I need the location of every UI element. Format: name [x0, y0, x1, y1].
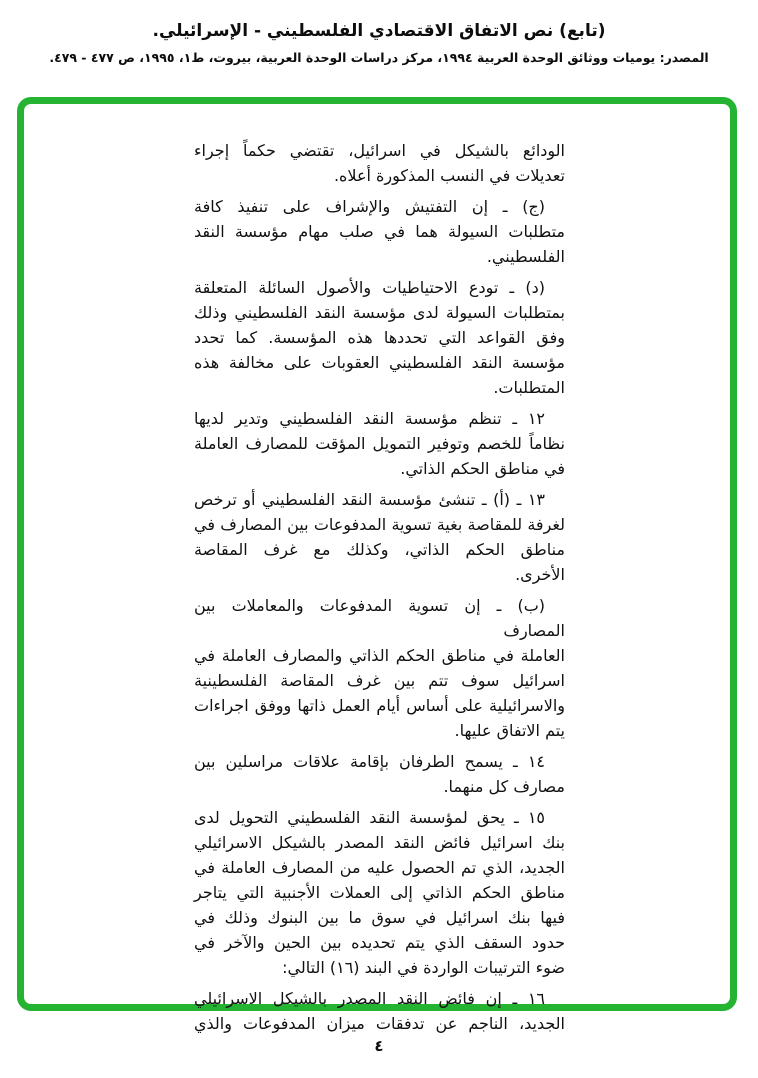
text-line: الفلسطيني.	[486, 247, 565, 266]
paragraph	[194, 593, 565, 743]
document-title: (تابع) نص الاتفاق الاقتصادي الفلسطيني - الإسرائيلي.	[152, 21, 606, 41]
text-line: في مناطق الحكم الذاتي.	[400, 459, 565, 478]
text-line: المتطلبات.	[493, 378, 565, 397]
page-number: ٤	[374, 1037, 384, 1055]
text-line: (ب) ـ إن تسوية المدفوعات والمعاملات بين المصارف	[194, 596, 565, 640]
text-line: لغرفة للمقاصة بغية تسوية المدفوعات بين المصارف في	[194, 515, 565, 534]
text-line: اسرائيل سوف تتم بين غرف المقاصة الفلسطينية	[194, 671, 565, 690]
text-line: والاسرائيلية على أساس أيام العمل ذاتها ووفق اجراءات	[194, 696, 565, 715]
text-line: الجديد، الناجم عن تدفقات ميزان المدفوعات والذي	[194, 1014, 565, 1033]
text-line: مناطق الحكم الذاتي إلى العملات الأجنبية التي يتاجر	[194, 883, 565, 902]
text-line: ١٦ ـ إن فائض النقد المصدر بالشيكل الاسرائيلي	[194, 989, 545, 1008]
green-border-frame	[17, 97, 737, 1033]
text-line: (د) ـ تودع الاحتياطيات والأصول السائلة المتعلقة	[194, 278, 545, 297]
paragraph	[194, 805, 565, 980]
text-line: بنك اسرائيل فائض النقد المصدر بالشيكل الاسرائيلي	[194, 833, 565, 852]
text-line: وفق القواعد التي تحددها هذه المؤسسة. كما تحدد	[194, 328, 565, 347]
text-line: الأخرى.	[515, 565, 565, 584]
source-citation-line: المصدر: يوميات ووثائق الوحدة العربية ١٩٩٤، مركز دراسات الوحدة العربية، بيروت، ط١، ١٩٩٥، ص ٤٧٧ - ٤٧٩.	[49, 50, 709, 65]
paragraph	[194, 487, 565, 587]
paragraph	[194, 406, 565, 481]
text-line: مؤسسة النقد الفلسطيني العقوبات على مخالفة هذه	[194, 353, 565, 372]
text-line: فيها بنك اسرائيل في سوق ما بين البنوك وذلك في	[194, 908, 565, 927]
text-line: ١٥ ـ يحق لمؤسسة النقد الفلسطيني التحويل لدى	[194, 808, 545, 827]
text-line: (ج) ـ إن التفتيش والإشراف على تنفيذ كافة	[194, 197, 545, 216]
document-body	[24, 104, 730, 1036]
text-line: ضوء الترتيبات الواردة في البند (١٦) التالي:	[282, 958, 565, 977]
paragraph	[194, 138, 565, 188]
text-line: العاملة في مناطق الحكم الذاتي والمصارف العاملة في	[194, 646, 565, 665]
paragraph	[194, 194, 565, 269]
paragraph	[194, 986, 565, 1036]
text-line: الجديد، الذي تم الحصول عليه من المصارف العاملة في	[194, 858, 565, 877]
text-line: حدود السقف الذي يتم تحديده بين الحين والآخر في	[194, 933, 565, 952]
text-line: ١٣ ـ (أ) ـ تنشئ مؤسسة النقد الفلسطيني أو ترخص	[194, 490, 545, 509]
text-line: ١٤ ـ يسمح الطرفان بإقامة علاقات مراسلين بين	[194, 752, 545, 771]
text-line: الودائع بالشيكل في اسرائيل، تقتضي حكماً إجراء	[194, 141, 565, 160]
text-line: تعديلات في النسب المذكورة أعلاه.	[333, 166, 565, 185]
text-line: ١٢ ـ تنظم مؤسسة النقد الفلسطيني وتدير لديها	[194, 409, 545, 428]
text-line: مناطق الحكم الذاتي، وكذلك مع غرف المقاصة	[194, 540, 565, 559]
text-line: نظاماً للخصم وتوفير التمويل المؤقت للمصارف العاملة	[194, 434, 565, 453]
text-line: بمتطلبات السيولة لدى مؤسسة النقد الفلسطيني وذلك	[194, 303, 565, 322]
text-line: متطلبات السيولة هما في صلب مهام مؤسسة النقد	[194, 222, 565, 241]
paragraph	[194, 275, 565, 400]
text-line: مصارف كل منهما.	[443, 777, 565, 796]
text-line: يتم الاتفاق عليها.	[454, 721, 565, 740]
paragraph	[194, 749, 565, 799]
